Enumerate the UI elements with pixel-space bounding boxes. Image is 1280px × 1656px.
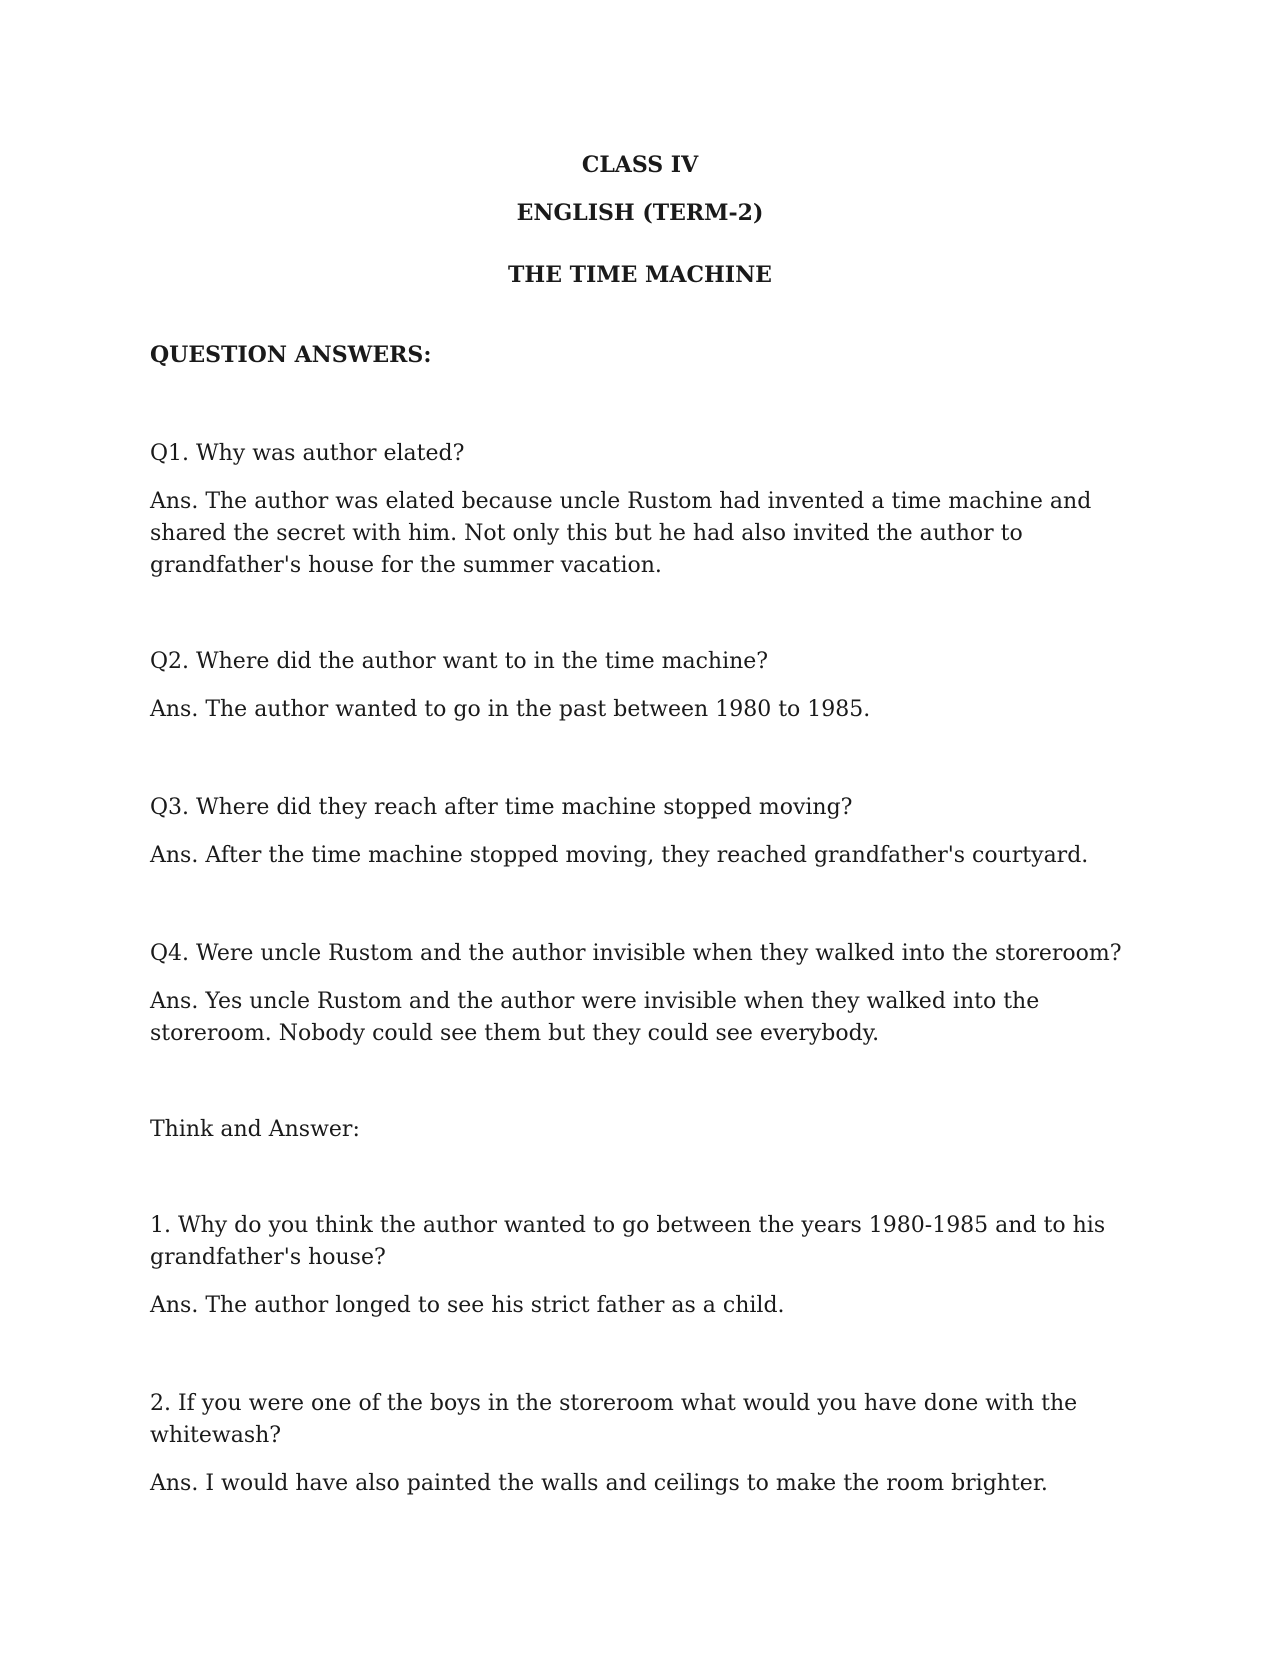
answer-1: Ans. The author was elated because uncle Rustom had invented a time machine and shared the secret with him. Not only this but he had also invited the author to grandfather's house for the summer vacation. [150, 489, 1092, 578]
think-answer-1: Ans. The author longed to see his strict father as a child. [150, 1293, 785, 1318]
think-question-1: 1. Why do you think the author wanted to go between the years 1980-1985 and to his grandfather's house? [150, 1213, 1106, 1270]
question-1: Q1. Why was author elated? [150, 441, 465, 466]
chapter-title: THE TIME MACHINE [508, 262, 772, 288]
answer-3: Ans. After the time machine stopped moving, they reached grandfather's courtyard. [150, 843, 1089, 868]
think-answer-2: Ans. I would have also painted the walls and ceilings to make the room brighter. [150, 1471, 1048, 1496]
section-heading: QUESTION ANSWERS: [150, 342, 432, 368]
question-4: Q4. Were uncle Rustom and the author invisible when they walked into the storeroom? [150, 941, 1122, 966]
answer-2: Ans. The author wanted to go in the past between 1980 to 1985. [150, 697, 871, 722]
question-2: Q2. Where did the author want to in the time machine? [150, 649, 769, 674]
subject-title: ENGLISH (TERM-2) [516, 200, 764, 226]
think-question-2: 2. If you were one of the boys in the storeroom what would you have done with the whitewash? [150, 1391, 1078, 1448]
think-heading: Think and Answer: [150, 1117, 360, 1142]
class-title: CLASS IV [581, 152, 699, 178]
answer-4: Ans. Yes uncle Rustom and the author were invisible when they walked into the storeroom. Nobody could see them but they could see everybody. [150, 989, 1040, 1046]
question-3: Q3. Where did they reach after time machine stopped moving? [150, 795, 853, 820]
